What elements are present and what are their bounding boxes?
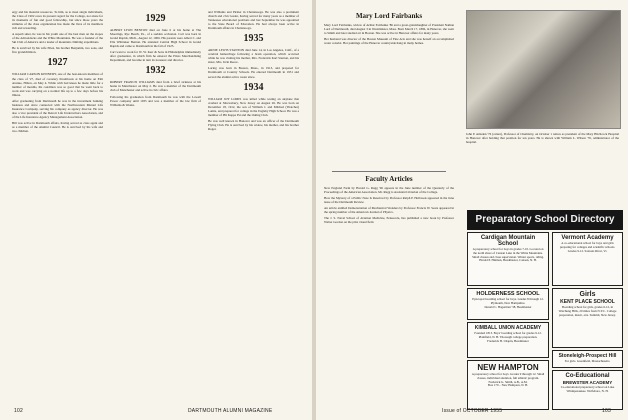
ad-heading: Co-Educational	[565, 373, 610, 379]
page-footer: DARTMOUTH ALUMNI MAGAZINE	[188, 408, 273, 414]
obituary-text: A superb skier, he was in his youth one of the best men on the slopes of the Adirondacks and the White Mountains. He was a founder of the Ski Club of America and a leader of mountain climbing expeditions.	[12, 32, 103, 45]
class-year-heading: 1932	[145, 65, 166, 77]
class-year-heading: 1935	[243, 33, 264, 45]
obituary-text: He was well known in Hanover and was an officer of the Dartmouth Flying Club. He is survived by his widow, his mother, and his brother Roger.	[208, 118, 299, 131]
new-hampton-ad	[467, 360, 549, 410]
directory-banner: Preparatory School Directory	[467, 210, 623, 230]
article-title: Mary Lord Fairbanks	[355, 12, 423, 20]
photo-caption: John P. Amsden '76 (center), Professor of Chemistry, on October 1 retires as president of the Mary Hitchcock Hospital in Hanover after holding that position for ten years. He is shown with William L. Wilson '76, administrator of the hospital.	[466, 132, 619, 145]
class-year-heading: 1929	[145, 13, 166, 24]
obituary-text: and Williams and Pirmer in Chattanooga. He was also a prominent church and civic leader, having served for many years as a member of Tennessee educational positions and last September he was appointed to the State Board of Education. He had always been active in Dartmouth affairs in Chattanooga.	[208, 10, 299, 31]
ad-title: KIMBALL UNION ACADEMY	[474, 325, 542, 331]
obituary-text: Loring was born in Boston, Mass., in 1913, and prepared for Dartmouth at Country Schools. He entered Dartmouth in 1931 and served the alumni active roster since.	[208, 66, 299, 79]
ad-text: Episcopal boarding school for boys. Grades 8 through 12. Plymouth, New Hampshire.	[472, 297, 544, 305]
kimball-ad	[467, 322, 549, 358]
ad-title: HOLDERNESS SCHOOL	[476, 291, 540, 297]
article-text: How the Mystery of a Public Note Is Resolved by Professor Ralph P. Holbrook appeared in the June issue of the Dartmouth Review.	[324, 195, 454, 204]
obituary-text: ROBERT FRANCIS WILLIAMS died from a brief sickness at his home in Manchester on May 2. He was a member of the Dartmouth club of Manchester and active in civic affairs.	[110, 80, 201, 93]
ad-text: For girls. Greenfield, Massachusetts.	[564, 359, 611, 363]
obituary-text: WILLIAM JOY LOMIS was killed while testing an airplane that crashed at Shrewsbury, New Jersey on August 26. He was born on December 18, 1912, the son of William J. and Mildred (Thatcher) Lomis, and prepared for college in the Eagleby High School. He was a member of Phi Kappa Psi and the Outing Club.	[208, 96, 299, 117]
ad-text: Boarding school for girls, grades 6-12, in Watchung Hills, 20 miles from N.Y.C. College preparation, music, arts. Summit, New Jersey.	[558, 305, 617, 317]
ad-heading: Girls	[579, 291, 596, 298]
left-column-1	[12, 10, 103, 400]
obituary-text: Carl went to work for W. W. Kerr & Sons in Philadelphia immediately after graduation, in which firm he entered the Pilots Merchandising Department, and became in turn its treasurer and director.	[110, 50, 201, 63]
section-title: Faculty Articles	[365, 174, 413, 183]
article-text: Her husband was director of the Boston Museum of Fine Arts and she was herself an accomplished water colorist. Her paintings of the Hanover countryside hang in many homes.	[324, 37, 454, 46]
faculty-column	[324, 168, 454, 410]
article-text: An article entitled Demonstration of Mechanical Wonders by Professor Francis W. Sears appeared in the spring number of the American Journal of Physics.	[324, 205, 454, 215]
holderness-ad	[467, 288, 549, 320]
ad-contact: Donald C. Hagerman '38, Headmaster	[484, 304, 532, 309]
page-footer: Issue of OCTOBER 1955	[442, 408, 503, 414]
fairbanks-column	[324, 10, 454, 170]
obituary-text: Bill was active in Dartmouth affairs, having served as class agent and as a member of the Alumni Council. He is survived by his wife and two children.	[12, 120, 103, 134]
left-column-2	[110, 10, 201, 400]
ad-contact: Frederick G. Smith, A.B., A.M.	[488, 379, 528, 384]
obituary-text: Following his graduation from Dartmouth he was with the Lowell Power company until 1935 and was a member of the law firm of Williams & Weeks.	[110, 94, 201, 107]
obituary-text: After graduating from Dartmouth he was in the investment banking business and since connected with the Northwestern Mutual Life Insurance Company, serving his company as agency director. He was also a vice president of the Detroit Life Underwriters Association, and of the Life Insurance Agency Management Association.	[12, 98, 103, 119]
ad-contact: Frederick H. Chapin, Headmaster	[487, 338, 529, 343]
class-year-heading: 1927	[47, 57, 68, 69]
ad-title: KENT PLACE SCHOOL	[560, 299, 615, 305]
left-column-3	[208, 10, 299, 400]
obituary-text: WILLIAM CARSON KENNEDY, one of the best-known members of the class of '27, died of coronary thrombosis at his home on Elm Avenue, Hilton, on May 4. While with bad knees he made little for a number of months, his condition was so good that he went back to work and was carrying on a normal life up to a few days before his illness.	[12, 72, 103, 97]
ad-text: Co-educational preparatory school on Lake Winnipesaukee. Wolfeboro, N. H.	[560, 385, 615, 393]
ad-title: Stoneleigh-Prospect Hill	[558, 353, 617, 359]
obituary-text: ergy and his material resources. To him, as to most single individuals, the Class of 1902 owes its present regard for the College, not alone for its moments of fun and good fellowship, but since those years the stimulus of the class organization has made the lives of its members rich and rewarding.	[12, 10, 103, 31]
ad-text: A co-educational school for boys and girls preparing for colleges and scientific schools. Grades 9-12. Saxtons River, Vt.	[559, 241, 616, 253]
left-page	[0, 0, 312, 420]
ad-title: Vermont Academy	[561, 235, 614, 241]
article-text: New England Farm by Harold G. Rugg '06 appears in the June number of the Quarterly of the Proceedings of the American Association. Mr. Rugg is Assistant Librarian of the College.	[324, 185, 454, 194]
ad-contact: Harold P. Hinman, Headmaster, Canaan, N. H.	[479, 258, 537, 263]
ad-title: Cardigan Mountain School	[480, 235, 536, 247]
article-text: The J. S. Naval School of Aviation Medicine, Pensacola, has published a new book by Professor Walter Gordon on the pilot visual field.	[324, 216, 454, 225]
page-number: 103	[602, 408, 611, 414]
girls-ad	[552, 288, 623, 348]
ad-text: A preparatory school for boys. Grades 9 through 12. Small classes, individual attention, full athletic program.	[471, 372, 545, 380]
ad-title: BREWSTER ACADEMY	[562, 380, 613, 385]
coed-ad	[552, 370, 623, 410]
page-number: 102	[14, 408, 23, 414]
photo-caption-block	[466, 132, 619, 168]
ad-text: A preparatory school for boys in grades 7-10. Located on the north shore of Canaan Lake in the White Mountains. Small classes and close supervision. Winter sports, riding.	[472, 247, 544, 259]
stoneleigh-ad	[552, 350, 623, 368]
obituary-text: He is survived by his wife Ellen, his brother Benjamin, two sons, and five grandchildren.	[12, 46, 103, 55]
right-page	[316, 0, 628, 420]
cardigan-ad	[467, 232, 549, 286]
class-year-heading: 1934	[243, 81, 264, 93]
ad-title: NEW HAMPTON	[477, 363, 539, 372]
hospital-photo	[466, 10, 621, 129]
ad-text: Founded 1813. Boys' boarding school for grades 9-12. Plainfield, N. H. Thorough college preparation.	[474, 331, 542, 339]
vermont-ad	[552, 232, 623, 286]
section-divider	[332, 171, 446, 172]
obituary-text: ALBERT LYON BENTON died on June 6 at his home at The Moorings, Rye Beach, Pa., of a sudden occlusion. Carl was born in Grand Rapids, Mich., August 12, 1906. His parents were Albert C. and Ella Whittaker Benton. He attended Central High School in Grand Rapids and came to Dartmouth in the fall of 1925.	[110, 28, 201, 49]
obituary-text: ARNIE LEWIS STANTON died June 14, in Los Angeles, Calif., of a cerebral hemorrhage following a brain operation, which occurred while he was visiting his mother, Mrs. Frederick Karl Stanton, and his sister, Mrs. Irvin Reece.	[208, 48, 299, 65]
article-text: Mary Lord Fairbanks, widow of Arthur Fairbanks '86 and a great-granddaughter of President Nathan Lord of Dartmouth, died August 3 in Westminster, Mass. Born March 17, 1896, in Hanover, she went to Smith and later studied art in Boston. She was active in Hanover affairs for many years.	[324, 23, 454, 36]
ad-box: Box 170 – New Hampton, N. H.	[487, 383, 529, 388]
